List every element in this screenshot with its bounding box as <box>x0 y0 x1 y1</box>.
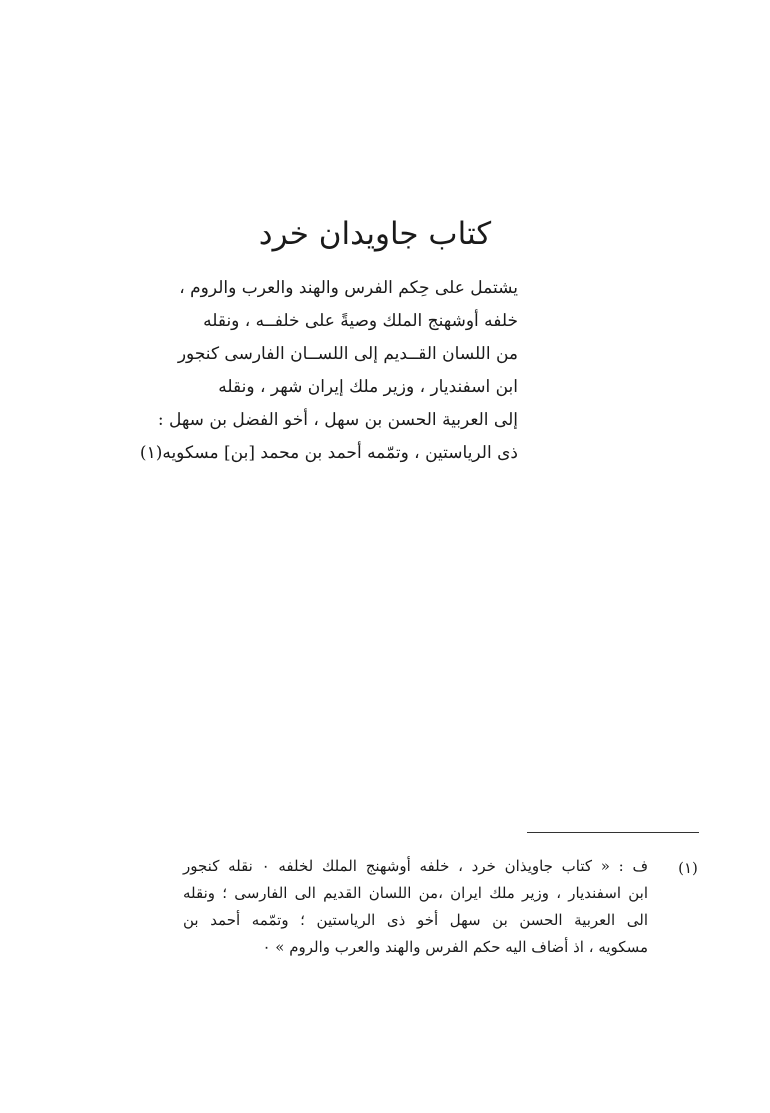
footnote-line: مسكويه ، اذ أضاف اليه حكم الفرس والهند والعرب والروم » ٠ <box>262 938 648 956</box>
footnote-text <box>183 853 648 961</box>
intro-line: من اللسان القــديم إلى اللســان الفارسى كنجور <box>177 344 518 364</box>
intro-line: خلفه أوشهنج الملك وصيةً على خلفــه ، ونقله <box>203 311 518 331</box>
footnote-line: ف : « كتاب جاويذان خرد ، خلفه أوشهنج الملك لخلفه ٠ نقله كنجور <box>183 857 649 875</box>
intro-line: إلى العربية الحسن بن سهل ، أخو الفضل بن سهل : <box>157 410 518 430</box>
footnote-marker: (١) <box>678 859 698 877</box>
intro-line: ابن اسفنديار ، وزير ملك إيران شهر ، ونقله <box>218 377 518 397</box>
intro-paragraph <box>139 272 518 470</box>
footnote-separator <box>527 832 699 833</box>
footnote-line: الى العربية الحسن بن سهل أخو ذى الرياستين ؛ وتمّمه أحمد بن <box>183 911 648 929</box>
intro-line: ذى الرياستين ، وتمّمه أحمد بن محمد [بن] مسكويه(١) <box>139 443 518 463</box>
footnote-line: ابن اسفنديار ، وزير ملك ايران ،من اللسان القديم الى الفارسى ؛ ونقله <box>183 884 648 902</box>
intro-line: يشتمل على حِكم الفرس والهند والعرب والروم ، <box>179 278 518 298</box>
book-title: كتاب جاويدان خرد <box>258 216 492 252</box>
